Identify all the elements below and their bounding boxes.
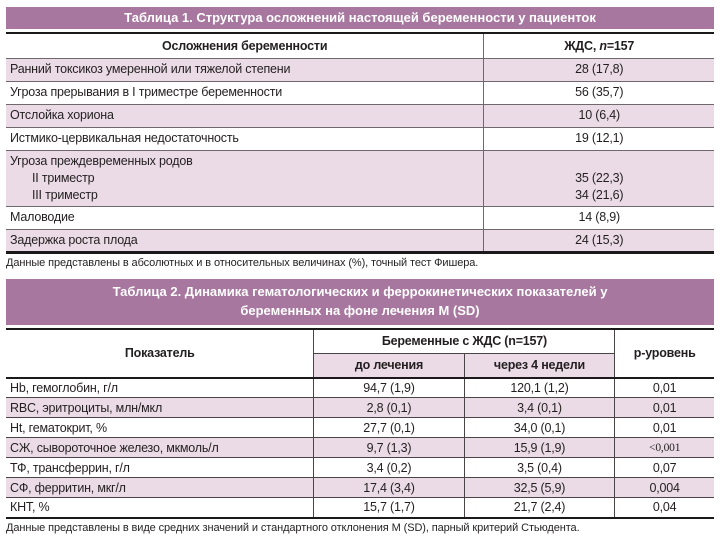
table-row (6, 104, 714, 127)
table-row (6, 229, 714, 252)
row-value-line: 10 (6,4) (578, 108, 620, 122)
table2-head (6, 329, 714, 378)
table1-head (6, 33, 714, 58)
row-value (484, 81, 714, 104)
row-p-value: <0,001 (615, 438, 714, 458)
row-value-line (488, 153, 710, 170)
table2-title-bar (6, 279, 714, 325)
row-after-value: 3,4 (0,1) (464, 398, 615, 418)
table1-title-bar (6, 7, 714, 29)
row-p-value: 0,01 (615, 398, 714, 418)
table2-header-row-1 (6, 329, 714, 354)
row-label-line: Угроза преждевременных родов (10, 153, 193, 168)
row-after-value: 15,9 (1,9) (464, 438, 615, 458)
row-value-line: 14 (8,9) (578, 210, 620, 224)
row-value (484, 104, 714, 127)
group-label-n: n (599, 38, 607, 53)
table-row (6, 458, 714, 478)
row-label-line: Задержка роста плода (10, 232, 138, 247)
table2-header-after: через 4 недели (464, 354, 615, 378)
table2-footnote: Данные представлены в виде средних значений и стандартного отклонения М (SD), парный критерий Стьюдента. (6, 521, 580, 534)
table1-body (6, 58, 714, 252)
row-before-value: 9,7 (1,3) (314, 438, 464, 458)
table2-header-group: Беременные с ЖДС (n=157) (314, 329, 615, 354)
row-after-value: 32,5 (5,9) (464, 478, 615, 498)
row-value-line: 19 (12,1) (575, 131, 624, 145)
row-p-value: 0,01 (615, 418, 714, 438)
row-before-value: 2,8 (0,1) (314, 398, 464, 418)
table2-body (6, 378, 714, 518)
row-p-value: 0,07 (615, 458, 714, 478)
row-value-line: 34 (21,6) (575, 187, 624, 202)
row-before-value: 27,7 (0,1) (314, 418, 464, 438)
row-indicator: RBC, эритроциты, млн/мкл (6, 398, 314, 418)
table-row (6, 127, 714, 150)
row-value-line: 35 (22,3) (575, 170, 624, 185)
table-row (6, 206, 714, 229)
row-after-value: 34,0 (0,1) (464, 418, 615, 438)
table-row (6, 498, 714, 518)
row-label-line: Маловодие (10, 210, 75, 224)
table-row (6, 58, 714, 81)
table1-header-row (6, 33, 714, 58)
table-row (6, 418, 714, 438)
row-before-value: 15,7 (1,7) (314, 498, 464, 518)
row-value (484, 58, 714, 81)
row-label (6, 81, 484, 104)
row-label (6, 58, 484, 81)
table1-title: Таблица 1. Структура осложнений настоящей беременности у пациенток (124, 10, 596, 25)
row-before-value: 17,4 (3,4) (314, 478, 464, 498)
row-label (6, 206, 484, 229)
row-label-line: III триместр (32, 187, 98, 202)
row-indicator: КНТ, % (6, 498, 314, 518)
row-indicator: Hb, гемоглобин, г/л (6, 378, 314, 398)
row-label-line: II триместр (32, 170, 95, 185)
row-label-line: Истмико-цервикальная недостаточность (10, 131, 239, 145)
table-row (6, 478, 714, 498)
row-p-value: 0,01 (615, 378, 714, 398)
row-label-line: Отслойка хориона (10, 108, 114, 122)
row-indicator: ТФ, трансферрин, г/л (6, 458, 314, 478)
row-value (484, 127, 714, 150)
row-label (6, 229, 484, 252)
group-label-pre: ЖДС, (564, 38, 600, 53)
row-label (6, 104, 484, 127)
row-label (6, 150, 484, 206)
row-value-line: 56 (35,7) (575, 85, 624, 99)
table-row (6, 378, 714, 398)
row-after-value: 3,5 (0,4) (464, 458, 615, 478)
row-label-line: Ранний токсикоз умеренной или тяжелой степени (10, 62, 291, 76)
table1-footnote: Данные представлены в абсолютных и в относительных величинах (%), точный тест Фишера. (6, 256, 479, 269)
table-row (6, 398, 714, 418)
table2-header-pvalue: p-уровень (615, 329, 714, 378)
table2 (6, 328, 714, 519)
row-value (484, 229, 714, 252)
row-after-value: 21,7 (2,4) (464, 498, 615, 518)
table2-title: Таблица 2. Динамика гематологических и феррокинетических показателей у беременных на фоне лечения М (SD) (112, 283, 608, 318)
table1 (6, 32, 714, 254)
row-label-line: Угроза прерывания в I триместре беременности (10, 85, 282, 99)
row-before-value: 94,7 (1,9) (314, 378, 464, 398)
row-value-line: 28 (17,8) (575, 62, 624, 76)
group-label-count: =157 (606, 38, 635, 53)
row-before-value: 3,4 (0,2) (314, 458, 464, 478)
row-indicator: СЖ, сывороточное железо, мкмоль/л (6, 438, 314, 458)
row-indicator: СФ, ферритин, мкг/л (6, 478, 314, 498)
table2-header-before: до лечения (314, 354, 464, 378)
table-row (6, 150, 714, 206)
row-label (6, 127, 484, 150)
table2-header-indicator: Показатель (6, 329, 314, 378)
row-p-value: 0,004 (615, 478, 714, 498)
row-after-value: 120,1 (1,2) (464, 378, 615, 398)
table-row (6, 81, 714, 104)
table1-header-group (484, 33, 714, 58)
table1-header-complications: Осложнения беременности (6, 33, 484, 58)
row-p-value: 0,04 (615, 498, 714, 518)
row-value (484, 206, 714, 229)
row-value-line: 24 (15,3) (575, 232, 624, 247)
table-row (6, 438, 714, 458)
row-indicator: Ht, гематокрит, % (6, 418, 314, 438)
row-value (484, 150, 714, 206)
